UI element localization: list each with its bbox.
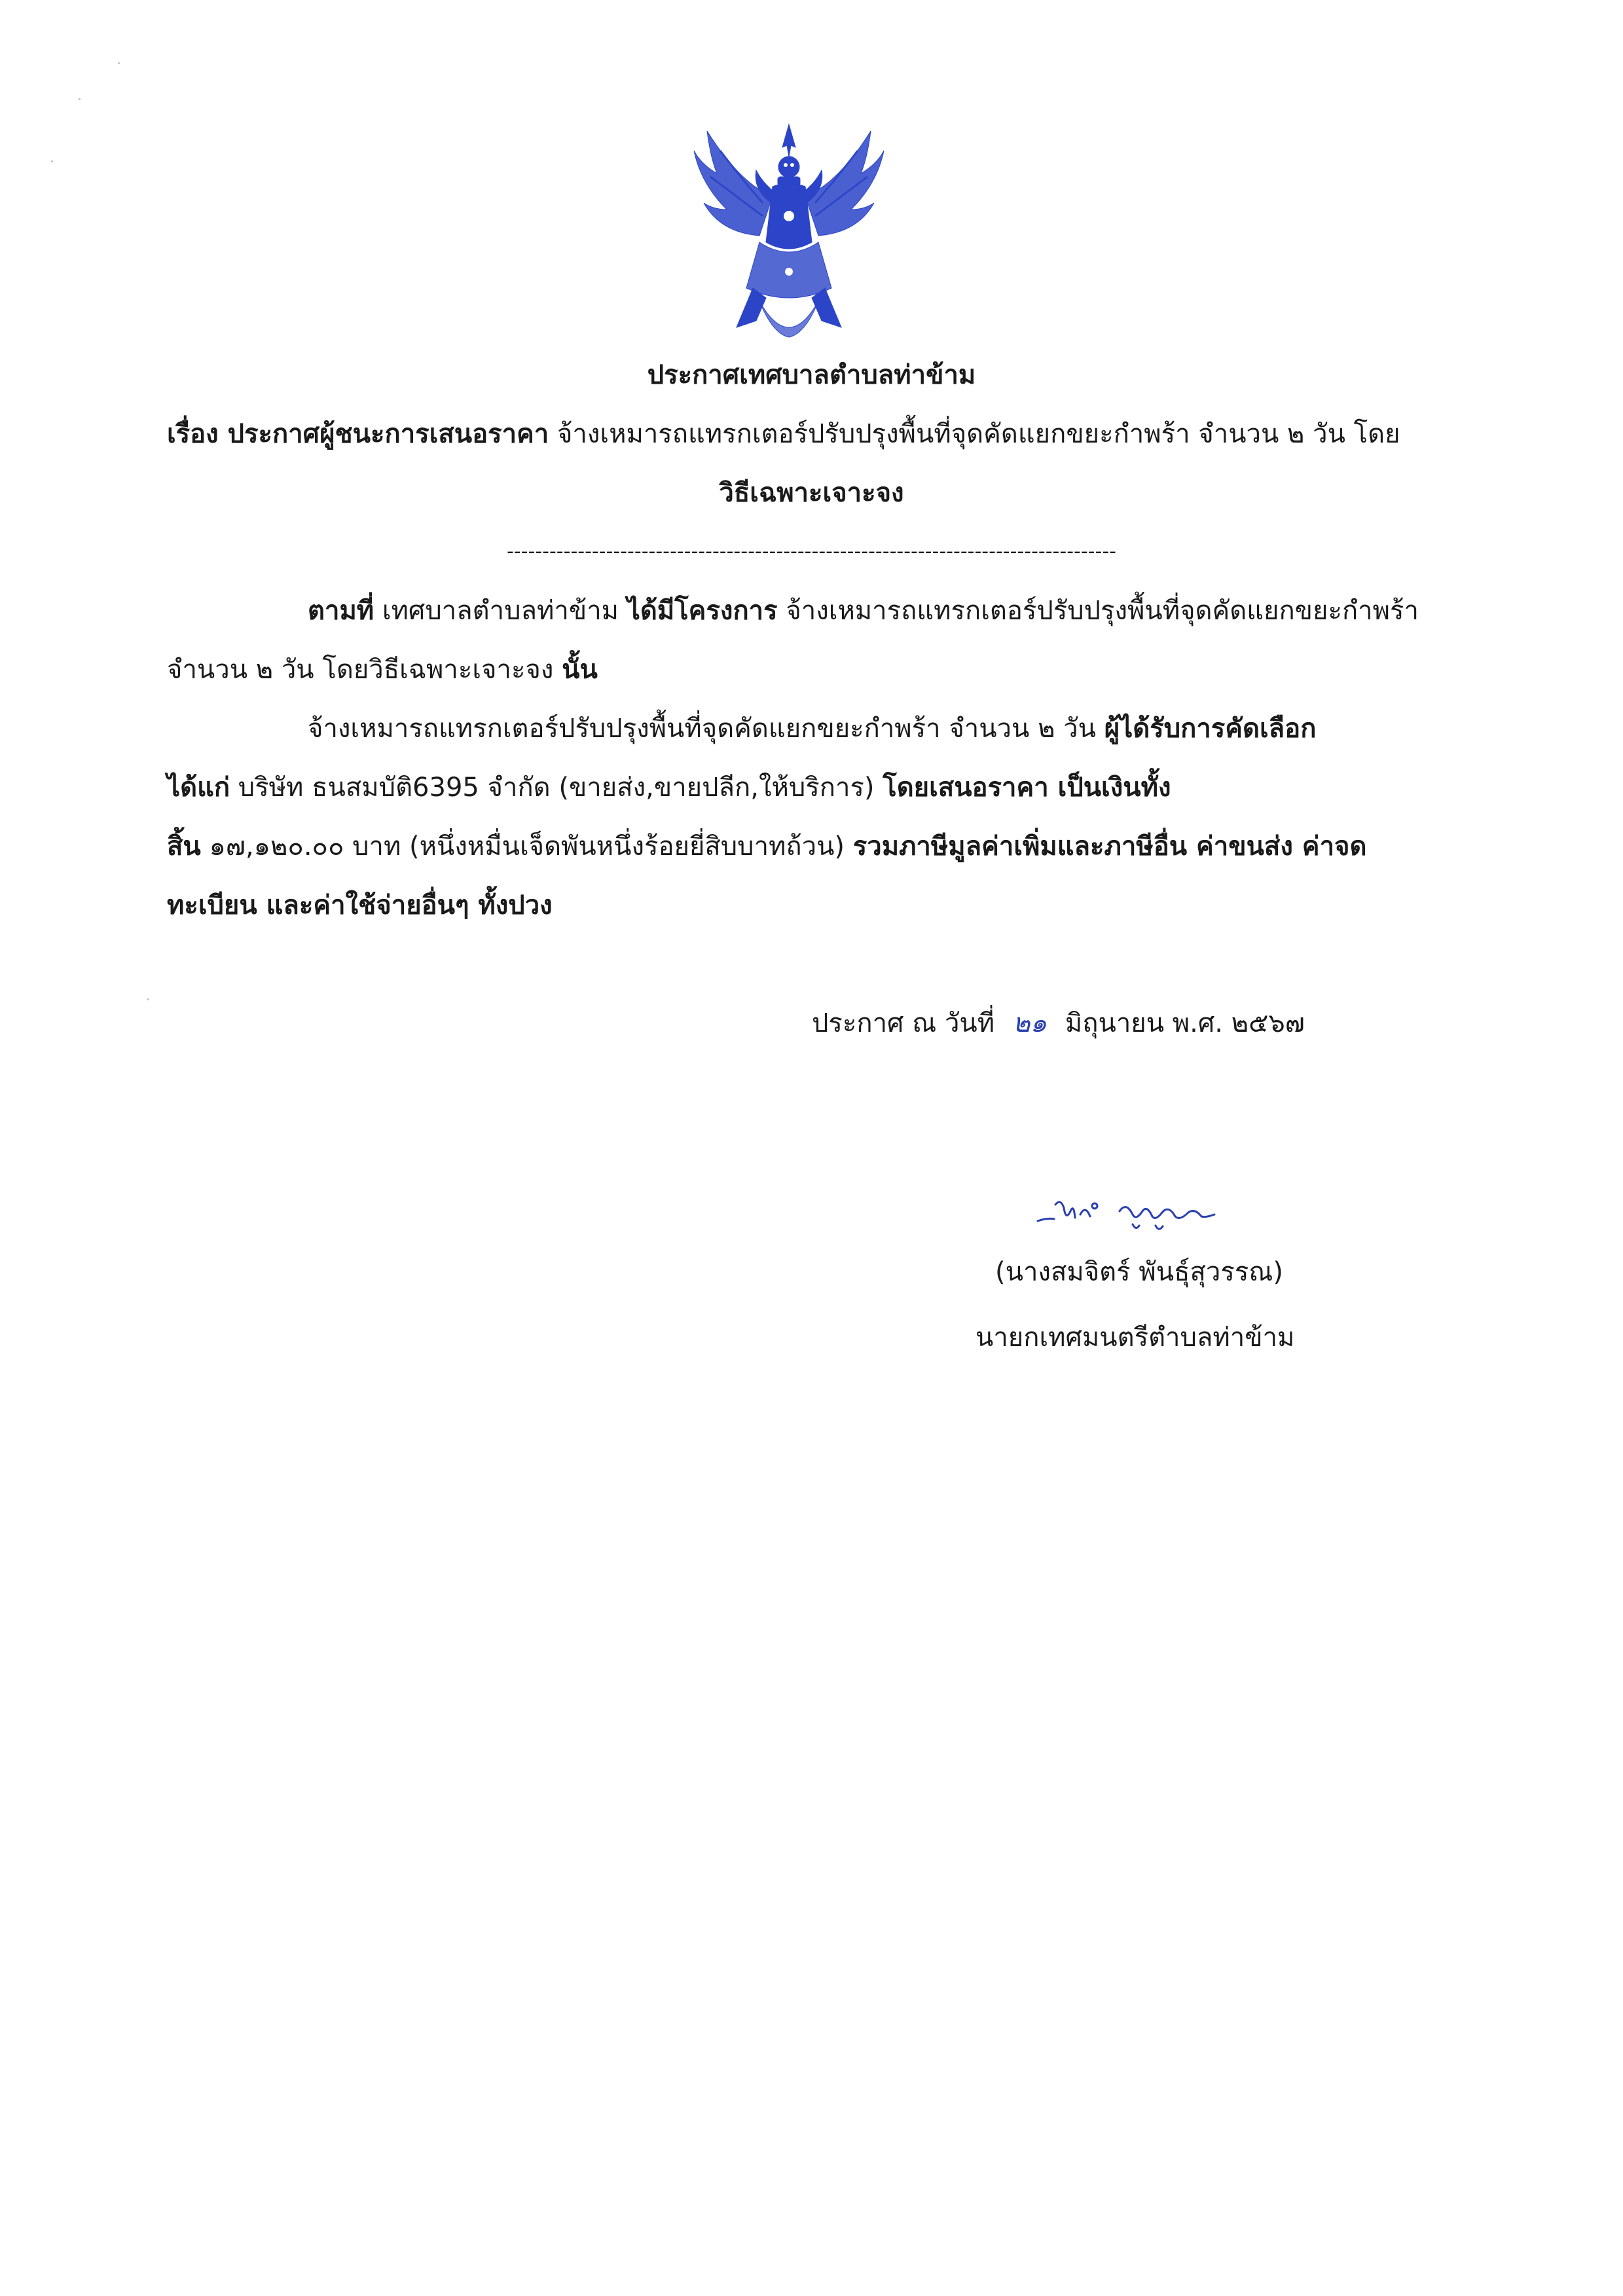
paragraph-2-line-1 [308,710,1316,747]
date-day-handwritten: ๒๑ [1013,1008,1047,1038]
subject-continuation: วิธีเฉพาะเจาะจง [719,478,904,508]
p1-bold: ได้มีโครงการ [627,596,778,626]
divider: -------------------------------------------------------------------------------------- [507,540,1116,563]
scan-speck [79,98,81,100]
p2-line1-text: จ้างเหมารถแทรกเตอร์ปรับปรุงพื้นที่จุดคัดแยกขยะกำพร้า จำนวน ๒ วัน [308,714,1104,744]
document-title: ประกาศเทศบาลตำบลท่าข้าม [647,360,976,390]
p2-line2-bold2: โดยเสนอราคา เป็นเงินทั้ง [883,773,1171,803]
paragraph-2-line-3 [167,828,1366,865]
p1-line2-text: จำนวน ๒ วัน โดยวิธีเฉพาะเจาะจง [167,655,562,685]
p1-mid: เทศบาลตำบลท่าข้าม [374,596,627,626]
scan-speck [51,160,53,162]
scan-speck [147,998,149,1000]
announcement-date [812,1005,1305,1042]
p2-line2-text: บริษัท ธนสมบัติ6395 จำกัด (ขายส่ง,ขายปลีก,ให้บริการ) [230,773,883,803]
date-prefix: ประกาศ ณ วันที่ [812,1008,995,1038]
paragraph-2-line-2 [167,769,1171,806]
p1-end: นั้น [562,655,598,685]
p2-line3-bold2: รวมภาษีมูลค่าเพิ่มและภาษีอื่น ค่าขนส่ง ค่าจด [852,831,1367,862]
subject-line [167,416,1400,452]
p2-line3-bold: สิ้น [167,831,201,862]
p1-label: ตามที่ [308,596,374,626]
subject-label: เรื่อง ประกาศผู้ชนะการเสนอราคา [167,419,549,449]
paragraph-1-line-1 [308,592,1419,629]
paragraph-2-line-4: ทะเบียน และค่าใช้จ่ายอื่นๆ ทั้งปวง [167,890,553,920]
date-rest: มิถุนายน พ.ศ. ๒๕๖๗ [1065,1008,1305,1038]
garuda-emblem-icon [681,111,897,354]
subject-text: จ้างเหมารถแทรกเตอร์ปรับปรุงพื้นที่จุดคัดแยกขยะกำพร้า จำนวน ๒ วัน โดย [549,419,1400,449]
p2-line3-text: ๑๗,๑๒๐.๐๐ บาท (หนึ่งหมื่นเจ็ดพันหนึ่งร้อยยี่สิบบาทถ้วน) [200,831,853,862]
signer-name: (นางสมจิตร์ พันธุ์สุวรรณ) [995,1257,1284,1287]
p1-text: จ้างเหมารถแทรกเตอร์ปรับปรุงพื้นที่จุดคัดแยกขยะกำพร้า [777,596,1419,626]
p2-line1-bold: ผู้ได้รับการคัดเลือก [1104,714,1317,744]
signature-icon [1034,1185,1244,1237]
paragraph-1-line-2 [167,651,598,688]
p2-line2-bold: ได้แก่ [167,773,230,803]
signer-position: นายกเทศมนตรีตำบลท่าข้าม [976,1322,1295,1353]
scan-speck [118,62,120,64]
